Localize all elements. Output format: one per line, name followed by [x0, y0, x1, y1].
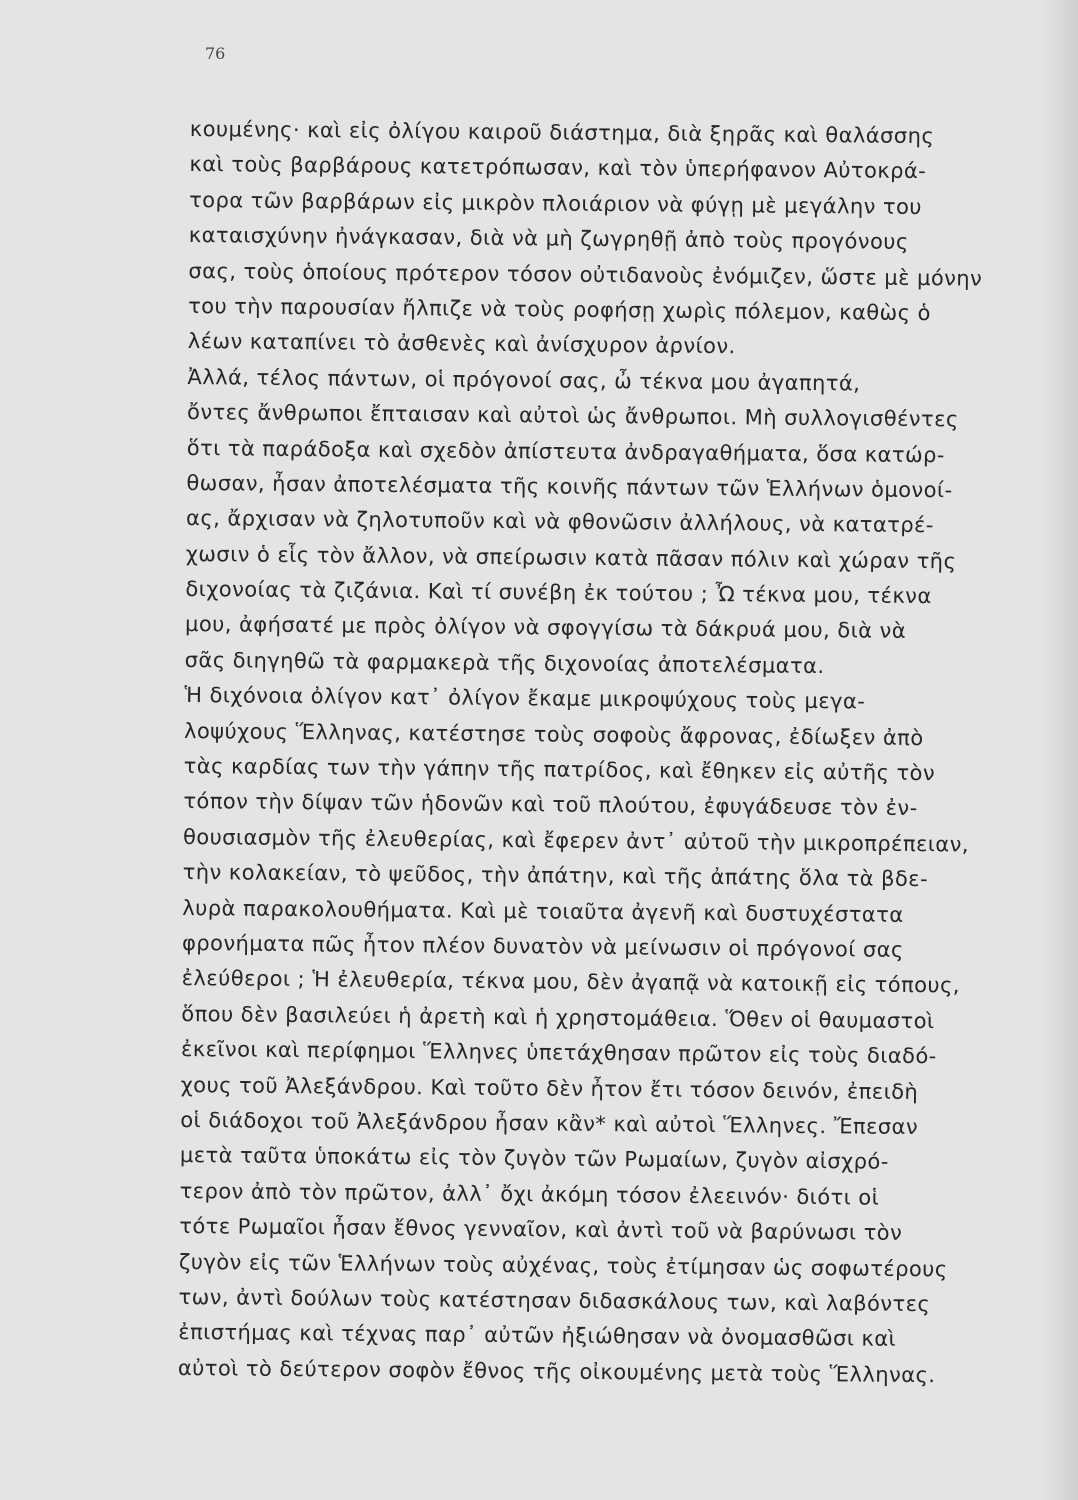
text-line: τὰς καρδίας των τὴν γάπην τῆς πατρίδος, καὶ ἔθηκεν εἰς αὐτῆς τὸν	[183, 754, 936, 786]
text-line: οἱ διάδοχοι τοῦ Ἀλεξάνδρου ἦσαν κἂν* καὶ αὐτοὶ Ἕλληνες. Ἔπεσαν	[180, 1107, 919, 1139]
text-line: λέων καταπίνει τὸ ἀσθενὲς καὶ ἀνίσχυρον ἀρνίον.	[187, 329, 736, 359]
text-line: φρονήματα πῶς ἦτον πλέον δυνατὸν νὰ μείνωσιν οἱ πρόγονοί σας	[181, 930, 904, 962]
text-line: διχονοίας τὰ ζιζάνια. Καὶ τί συνέβη ἐκ τούτου ; Ὦ τέκνα μου, τέκνα	[185, 577, 932, 609]
body-text	[178, 112, 1052, 1394]
text-line: καὶ τοὺς βαρβάρους κατετρόπωσαν, καὶ τὸν ὑπερήφανον Αὐτοκρά-	[189, 152, 927, 184]
text-line: κουμένης· καὶ εἰς ὀλίγου καιροῦ διάστημα, διὰ ξηρᾶς καὶ θαλάσσης	[189, 116, 935, 149]
text-line: λοψύχους Ἕλληνας, κατέστησε τοὺς σοφοὺς ἄφρονας, ἐδίωξεν ἀπὸ	[183, 718, 924, 750]
text-line: μετὰ ταῦτα ὑποκάτω εἰς τὸν ζυγὸν τῶν Ρωμαίων, ζυγὸν αἰσχρό-	[179, 1143, 889, 1175]
text-line: αὐτοὶ τὸ δεύτερον σοφὸν ἔθνος τῆς οἰκουμένης μετὰ τοὺς Ἕλληνας.	[177, 1355, 936, 1387]
text-line: καταισχύνην ἠνάγκασαν, διὰ νὰ μὴ ζωγρηθῇ ἀπὸ τοὺς προγόνους	[188, 223, 909, 255]
text-line: χους τοῦ Ἀλεξάνδρου. Καὶ τοῦτο δὲν ἦτον ἔτι τόσον δεινόν, ἐπειδὴ	[180, 1072, 919, 1104]
text-line: τορα τῶν βαρβάρων εἰς μικρὸν πλοιάριον νὰ φύγῃ μὲ μεγάλην του	[189, 187, 923, 219]
text-line: ἐλεύθεροι ; Ἡ ἐλευθερία, τέκνα μου, δὲν ἀγαπᾷ νὰ κατοικῇ εἰς τόπους,	[181, 966, 961, 998]
text-line: ὄντες ἄνθρωποι ἔπταισαν καὶ αὐτοὶ ὡς ἄνθρωποι. Μὴ συλλογισθέντες	[187, 400, 959, 432]
text-line: Ἡ διχόνοια ὀλίγον κατ᾽ ὀλίγον ἔκαμε μικροψύχους τοὺς μεγα-	[184, 683, 866, 714]
text-line: των, ἀντὶ δούλων τοὺς κατέστησαν διδασκάλους των, καὶ λαβόντες	[178, 1284, 931, 1317]
text-line: τόπον τὴν δίψαν τῶν ἡδονῶν καὶ τοῦ πλούτου, ἐφυγάδευσε τὸν ἐν-	[183, 789, 918, 821]
text-line: χωσιν ὁ εἷς τὸν ἄλλον, νὰ σπείρωσιν κατὰ πᾶσαν πόλιν καὶ χώραν τῆς	[185, 541, 957, 574]
text-line: σᾶς διηγηθῶ τὰ φαρμακερὰ τῆς διχονοίας ἀποτελέσματα.	[184, 647, 825, 678]
text-line: ὅτι τὰ παράδοξα καὶ σχεδὸν ἀπίστευτα ἀνδραγαθήματα, ὅσα κατώρ-	[186, 435, 945, 467]
text-line: θωσαν, ἦσαν ἀποτελέσματα τῆς κοινῆς πάντων τῶν Ἑλλήνων ὁμονοί-	[186, 470, 953, 503]
text-line: ζυγὸν εἰς τῶν Ἑλλήνων τοὺς αὐχένας, τοὺς ἐτίμησαν ὡς σοφωτέρους	[178, 1249, 948, 1281]
text-line: τὴν κολακείαν, τὸ ψεῦδος, τὴν ἀπάτην, καὶ τῆς ἀπάτης ὅλα τὰ βδε-	[182, 860, 929, 892]
text-line: ὅπου δὲν βασιλεύει ἡ ἀρετὴ καὶ ἡ χρηστομάθεια. Ὅθεν οἱ θαυμαστοὶ	[181, 1001, 935, 1033]
text-line: μου, ἀφήσατέ με πρὸς ὀλίγον νὰ σφογγίσω τὰ δάκρυά μου, διὰ νὰ	[184, 612, 907, 644]
text-line: του τὴν παρουσίαν ἤλπιζε νὰ τοὺς ροφήσῃ χωρὶς πόλεμον, καθὼς ὁ	[188, 293, 931, 326]
text-line: λυρὰ παρακολουθήματα. Καὶ μὲ τοιαῦτα ἀγενῆ καὶ δυστυχέστατα	[182, 895, 904, 927]
page-number: 76	[205, 44, 226, 63]
text-line: ἐπιστήμας καὶ τέχνας παρ᾽ αὐτῶν ἠξιώθησαν νὰ ὀνομασθῶσι καὶ	[178, 1320, 897, 1352]
text-line: τερον ἀπὸ τὸν πρῶτον, ἀλλ᾽ ὄχι ἀκόμη τόσον ἐλεεινόν· διότι οἱ	[179, 1178, 880, 1210]
text-line: ας, ἄρχισαν νὰ ζηλοτυποῦν καὶ νὰ φθονῶσιν ἀλλήλους, νὰ κατατρέ-	[185, 506, 935, 538]
text-line: θουσιασμὸν τῆς ἐλευθερίας, καὶ ἔφερεν ἀντ᾽ αὐτοῦ τὴν μικροπρέπειαν,	[182, 824, 970, 857]
text-line: τότε Ρωμαῖοι ἦσαν ἔθνος γενναῖον, καὶ ἀντὶ τοῦ νὰ βαρύνωσι τὸν	[179, 1214, 903, 1245]
text-line: Ἀλλά, τέλος πάντων, οἱ πρόγονοί σας, ὦ τέκνα μου ἀγαπητά,	[187, 364, 861, 396]
text-line: σας, τοὺς ὁποίους πρότερον τόσον οὐτιδανοὺς ἐνόμιζεν, ὥστε μὲ μόνην	[188, 258, 983, 291]
text-line: ἐκεῖνοι καὶ περίφημοι Ἕλληνες ὑπετάχθησαν πρῶτον εἰς τοὺς διαδό-	[180, 1037, 937, 1069]
